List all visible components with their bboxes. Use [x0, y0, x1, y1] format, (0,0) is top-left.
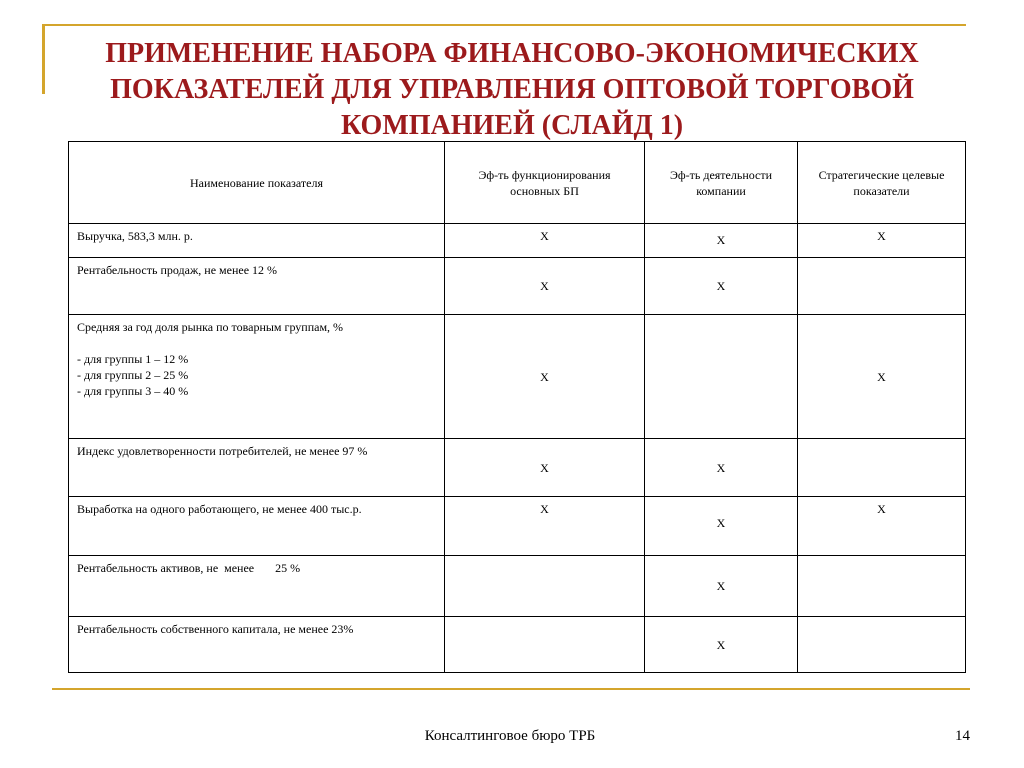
footer-divider: [52, 688, 970, 690]
table-row: [69, 258, 966, 315]
header-indicator-name: Наименование показателя: [69, 142, 445, 224]
row-mark-strategic: [798, 556, 966, 617]
row-mark-bp: Х: [445, 439, 645, 497]
row-mark-company: Х: [645, 258, 798, 315]
table-row: [69, 439, 966, 497]
page-number: 14: [955, 728, 970, 744]
row-mark-company: Х: [645, 439, 798, 497]
row-name: Выработка на одного работающего, не менее 400 тыс.р.: [69, 497, 445, 556]
top-border-line: [42, 24, 966, 26]
slide-title: [60, 36, 964, 144]
table-header-row: [69, 142, 966, 224]
row-name: Выручка, 583,3 млн. р.: [69, 224, 445, 258]
table-row: [69, 497, 966, 556]
header-strategic-targets: Стратегические целевые показатели: [798, 142, 966, 224]
row-name: Рентабельность активов, не менее 25 %: [69, 556, 445, 617]
title-line-2: ПОКАЗАТЕЛЕЙ ДЛЯ УПРАВЛЕНИЯ ОПТОВОЙ ТОРГОВОЙ: [110, 74, 914, 105]
table-row: [69, 556, 966, 617]
row-mark-company: [645, 315, 798, 439]
table-row: [69, 315, 966, 439]
row-name: Рентабельность собственного капитала, не менее 23%: [69, 617, 445, 673]
row-mark-company: Х: [645, 497, 798, 556]
row-subitem: - для группы 2 – 25 %: [77, 368, 189, 382]
row-mark-strategic: Х: [798, 224, 966, 258]
indicators-table: [68, 141, 966, 673]
title-line-3: КОМПАНИЕЙ (СЛАЙД 1): [340, 110, 684, 141]
row-subitem: - для группы 3 – 40 %: [77, 384, 189, 398]
row-mark-bp: Х: [445, 224, 645, 258]
header-bp-efficiency: Эф-ть функционирования основных БП: [445, 142, 645, 224]
header-company-efficiency: Эф-ть деятельности компании: [645, 142, 798, 224]
row-name: Индекс удовлетворенности потребителей, не менее 97 %: [69, 439, 445, 497]
row-mark-bp: Х: [445, 258, 645, 315]
footer-company: Консалтинговое бюро ТРБ: [424, 728, 596, 744]
row-mark-company: Х: [645, 617, 798, 673]
title-line-1: ПРИМЕНЕНИЕ НАБОРА ФИНАНСОВО-ЭКОНОМИЧЕСКИХ: [105, 38, 919, 69]
row-mark-bp: Х: [445, 315, 645, 439]
row-mark-strategic: Х: [798, 497, 966, 556]
left-border-line: [42, 24, 45, 94]
row-mark-bp: [445, 617, 645, 673]
row-mark-company: Х: [645, 224, 798, 258]
row-name: Средняя за год доля рынка по товарным группам, %: [77, 320, 344, 334]
row-mark-company: Х: [645, 556, 798, 617]
row-mark-strategic: [798, 439, 966, 497]
row-mark-strategic: [798, 258, 966, 315]
table-row: [69, 224, 966, 258]
row-name-market-share: [69, 315, 445, 439]
row-name: Рентабельность продаж, не менее 12 %: [69, 258, 445, 315]
row-mark-strategic: [798, 617, 966, 673]
row-mark-bp: [445, 556, 645, 617]
row-mark-strategic: Х: [798, 315, 966, 439]
row-subitem: - для группы 1 – 12 %: [77, 352, 189, 366]
row-mark-bp: Х: [445, 497, 645, 556]
table-row: [69, 617, 966, 673]
